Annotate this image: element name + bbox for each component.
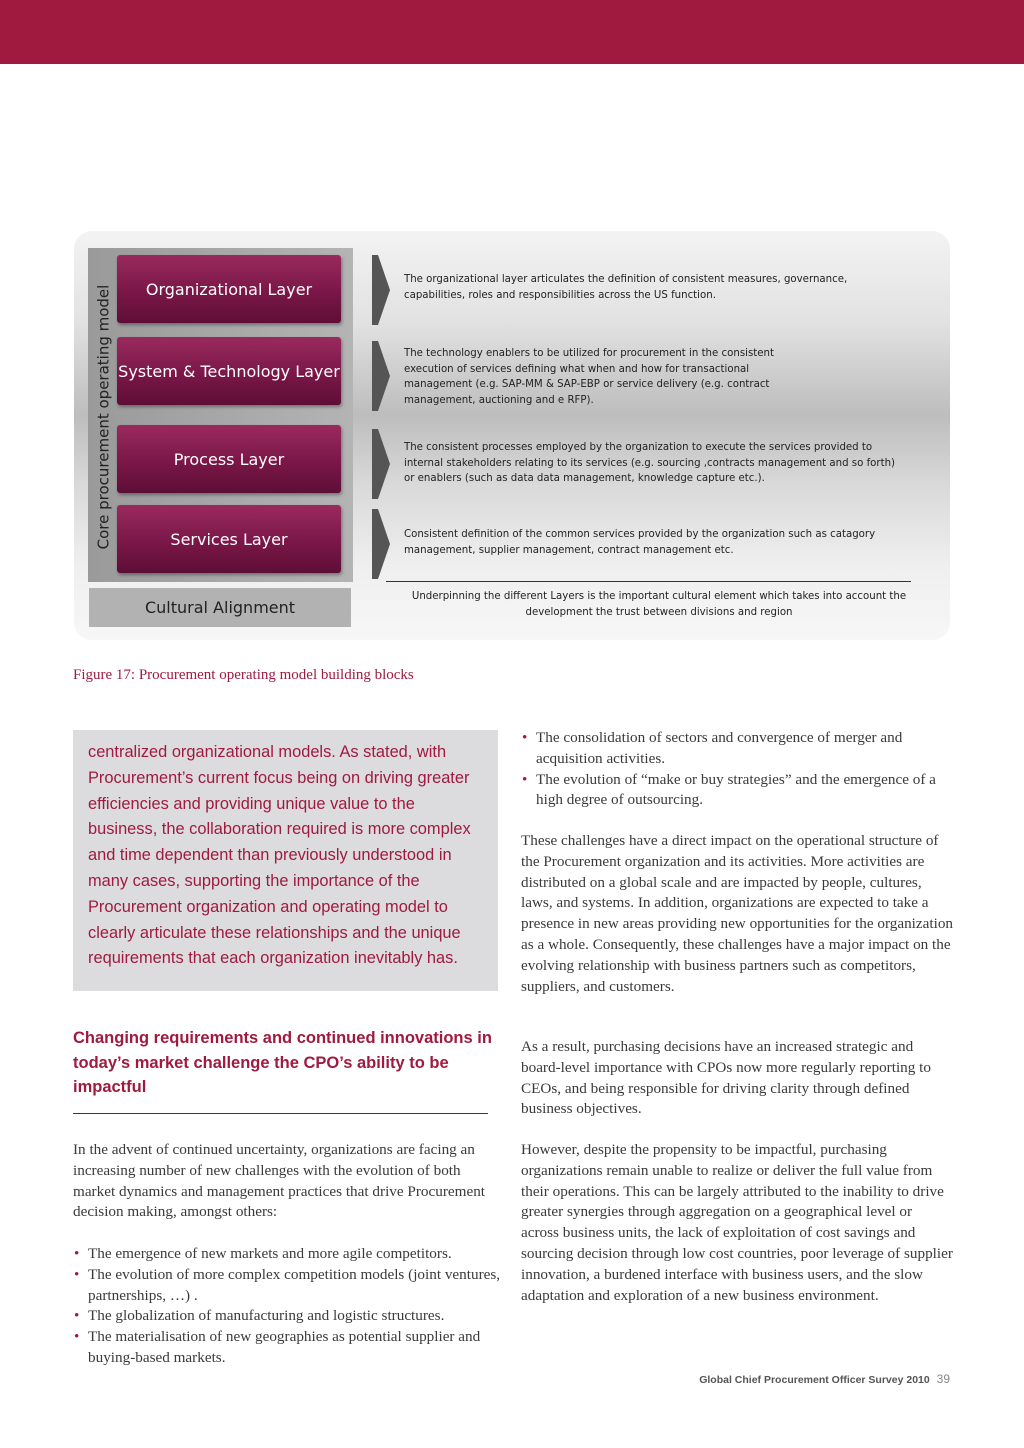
callout-text: centralized organizational models. As stated, with Procurement’s current focus being on driving greater efficiencies and providing unique value to the business, the collaboration required is more complex and time dependent than previously understood in many cases, supporting the importance of the Procurement organization and operating model to clearly articulate these relationships and the unique requirements that each organization inevitably has. (88, 743, 471, 968)
list-item: • The materialisation of new geographies as potential supplier and buying-based markets. (73, 1327, 503, 1369)
list-item: • The evolution of “make or buy strategies” and the emergence of a high degree of outsourcing. (521, 770, 953, 812)
heading-divider (73, 1113, 488, 1114)
divider (386, 581, 911, 582)
section-heading: Changing requirements and continued innovations in today’s market challenge the CPO’s ability to be impactful (73, 1029, 492, 1096)
footer-title: Global Chief Procurement Officer Survey 2010 (699, 1374, 930, 1386)
layer-organizational (117, 255, 341, 323)
chevron-arrow-icon (372, 255, 390, 325)
cultural-description: Underpinning the different Layers is the important cultural element which takes into account the development the trust between divisions and region (411, 591, 907, 618)
core-model-label-text: Core procurement operating model (94, 284, 112, 549)
layer-services (117, 505, 341, 573)
page-number: 39 (936, 1372, 950, 1386)
layer-system-technology (117, 337, 341, 405)
layer-label: System & Technology Layer (118, 361, 340, 381)
continued-challenge-list (521, 728, 953, 811)
top-brand-bar (0, 0, 1024, 64)
layer-label: Organizational Layer (145, 279, 313, 299)
layer-process (117, 425, 341, 493)
challenge-list (73, 1244, 503, 1369)
callout-box (73, 730, 498, 991)
page-footer (699, 1372, 950, 1386)
layer-label: Services Layer (170, 529, 288, 549)
list-item: • The evolution of more complex competition models (joint ventures, partnerships, …) . (73, 1265, 503, 1307)
cultural-alignment-block (89, 588, 351, 627)
chevron-arrow-icon (372, 509, 390, 579)
layer-description: The technology enablers to be utilized for procurement in the consistent execution of services defining what when and how for transactional management (e.g. SAP-MM & SAP-EBP or service delivery (e.g. contract management, auctioning and e RFP). (404, 348, 774, 406)
layer-label: Process Layer (173, 449, 285, 469)
list-item: • The globalization of manufacturing and logistic structures. (73, 1306, 503, 1327)
intro-paragraph: In the advent of continued uncertainty, organizations are facing an increasing number of new challenges with the evolution of both market dynamics and management practices that drive Procurement decision making, amongst others: (73, 1141, 486, 1221)
operating-model-diagram (74, 231, 950, 640)
chevron-arrow-icon (372, 429, 390, 499)
layer-description: The organizational layer articulates the definition of consistent measures, governance, capabilities, roles and responsibilities across the US function. (404, 274, 848, 301)
layer-description: The consistent processes employed by the organization to execute the services provided to internal stakeholders relating to its services (e.g. sourcing ,contracts management and so forth) or enablers (such as data data management, knowledge capture etc.). (404, 442, 896, 484)
list-item: • The consolidation of sectors and convergence of merger and acquisition activities. (521, 728, 953, 770)
layer-description: Consistent definition of the common services provided by the organization such as catagory management, supplier management, contract management etc. (404, 529, 876, 556)
cultural-alignment-label: Cultural Alignment (144, 598, 296, 617)
core-model-label (90, 269, 116, 564)
body-paragraph: These challenges have a direct impact on the operational structure of the Procurement organization and its activities. More activities are distributed on a global scale and are impacted by people, cultures, laws, and systems. In addition, organizations are expected to take a presence in new areas providing new opportunities for the organization as a whole. Consequently, these challenges have a major impact on the evolving relationship with business partners such as competitors, suppliers, and customers. (521, 832, 954, 995)
body-paragraph: As a result, purchasing decisions have an increased strategic and board-level importance with CPOs now more regularly reporting to CEOs, and being responsible for driving clarity through defined business objectives. (521, 1038, 931, 1118)
chevron-arrow-icon (372, 341, 390, 411)
body-paragraph: However, despite the propensity to be impactful, purchasing organizations remain unable to realize or deliver the full value from their operations. This can be largely attributed to the inability to drive greater synergies through aggregation on a geographical level or across business units, the lack of exploitation of cost savings and sourcing decision through low cost countries, poor leverage of supplier innovation, a burdened interface with business users, and the slow adaptation and exploration of a new business environment. (521, 1141, 953, 1304)
figure-caption: Figure 17: Procurement operating model building blocks (73, 667, 414, 683)
list-item: • The emergence of new markets and more agile competitors. (73, 1244, 503, 1265)
